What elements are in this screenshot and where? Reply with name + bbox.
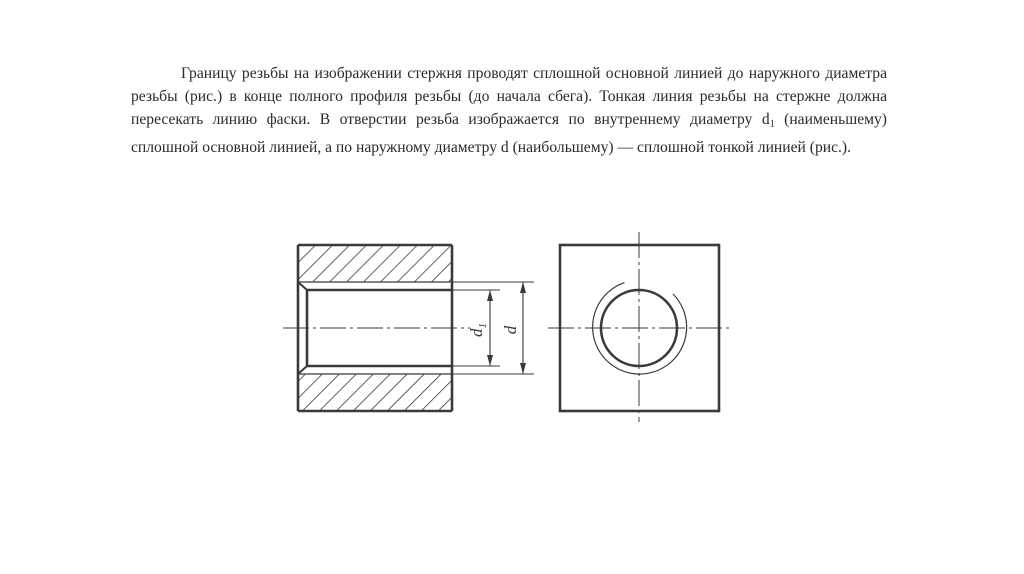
hatch-top	[298, 245, 452, 282]
paragraph-text-part2: (наименьшему) сплошной основной линией, а по наружному диаметру d (наибольшему) — сплошной тонкой линией (рис.).	[131, 111, 887, 156]
paragraph-subscript-1: 1	[769, 119, 775, 130]
label-d: d	[501, 325, 520, 335]
section-view	[283, 245, 470, 411]
paragraph-text-part1: Границу резьбы на изображении стержня проводят сплошной основной линией до наружного диаметра резьбы (рис.) в конце полного профиля резьбы (до начала сбега). Тонкая линия резьбы на стержне должна пересекать линию фаски. В отверстии резьба изображается по внутреннему диаметру d	[131, 65, 887, 128]
dimension-lines	[452, 282, 534, 374]
hatch-bottom	[298, 374, 452, 411]
end-view	[548, 232, 731, 422]
label-d1: $d_1$	[467, 323, 489, 337]
